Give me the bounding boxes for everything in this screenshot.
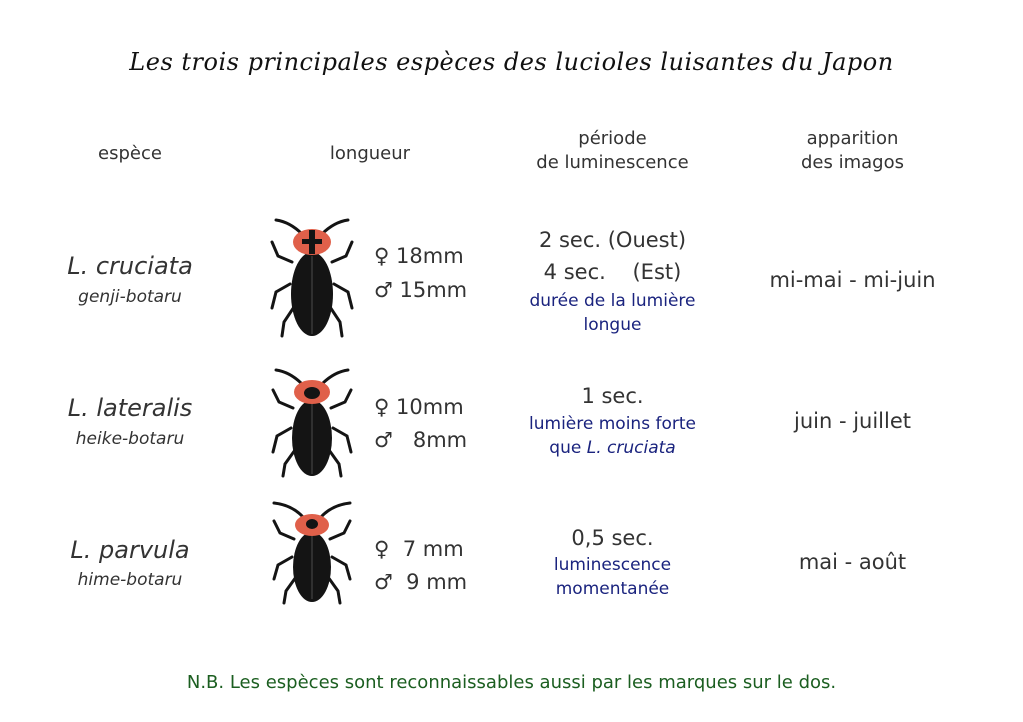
period-cruciata-line1: 2 sec. (Ouest) <box>538 228 687 252</box>
female-length-parvula: ♀ 7 mm <box>374 537 464 561</box>
male-length-parvula: ♂ 9 mm <box>374 570 468 594</box>
header-length: longueur <box>329 143 411 164</box>
note-lateralis-line2-species: L. cruciata <box>586 438 676 458</box>
header-appearance-line1: apparition <box>806 128 899 149</box>
firefly-lateralis-image <box>262 360 362 482</box>
appearance-cruciata: mi-mai - mi-juin <box>769 268 936 292</box>
header-appearance <box>740 127 965 175</box>
firefly-cruciata-image <box>262 212 362 342</box>
species-japanese-lateralis: heike-botaru <box>75 429 185 449</box>
note-parvula-line2: momentanée <box>555 579 670 599</box>
header-appearance-line2: des imagos <box>801 152 904 173</box>
female-length-cruciata: ♀ 18mm <box>374 244 464 268</box>
species-name-cruciata: L. cruciata <box>67 252 193 280</box>
note-lateralis-line1: lumière moins forte <box>529 414 696 434</box>
footer-note: N.B. Les espèces sont reconnaissables aussi par les marques sur le dos. <box>186 672 837 693</box>
male-length-lateralis: ♂ 8mm <box>374 428 468 452</box>
header-period-line2: de luminescence <box>536 152 689 173</box>
header-period-line1: période <box>578 128 647 149</box>
period-lateralis-line1: 1 sec. <box>581 384 644 408</box>
male-length-cruciata: ♂ 15mm <box>374 278 468 302</box>
note-lateralis <box>490 412 735 460</box>
note-cruciata-line1: durée de la lumière <box>529 291 696 311</box>
note-cruciata-line2: longue <box>583 315 642 335</box>
header-period <box>500 127 725 175</box>
period-cruciata-line2: 4 sec. (Est) <box>543 260 682 284</box>
species-name-parvula: L. parvula <box>70 536 190 564</box>
header-species: espèce <box>98 143 162 164</box>
species-name-lateralis: L. lateralis <box>67 394 193 422</box>
species-japanese-parvula: hime-botaru <box>77 570 183 590</box>
note-lateralis-line2 <box>490 436 735 460</box>
note-parvula-line1: luminescence <box>553 555 672 575</box>
note-cruciata <box>490 289 735 337</box>
firefly-parvula-image <box>262 495 362 607</box>
appearance-parvula: mai - août <box>798 550 907 574</box>
species-japanese-cruciata: genji-botaru <box>78 287 182 307</box>
period-parvula-line1: 0,5 sec. <box>571 526 654 550</box>
female-length-lateralis: ♀ 10mm <box>374 395 464 419</box>
appearance-lateralis: juin - juillet <box>793 409 912 433</box>
note-parvula <box>490 553 735 601</box>
note-lateralis-line2-prefix: que <box>549 438 587 458</box>
page-title: Les trois principales espèces des lucioles luisantes du Japon <box>129 48 894 76</box>
